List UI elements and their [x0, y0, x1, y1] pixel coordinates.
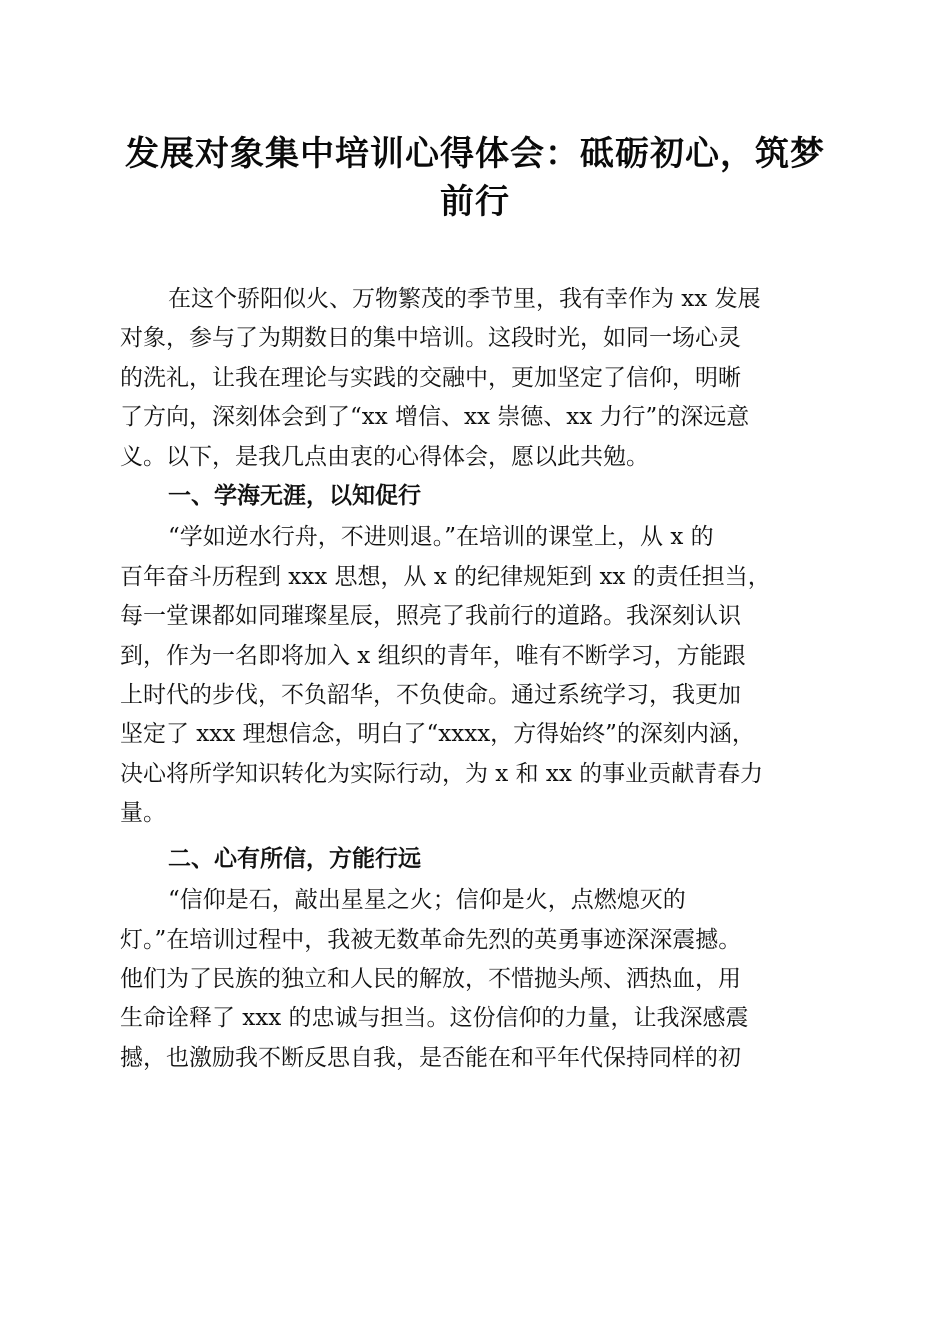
section-1-line: 决心将所学知识转化为实际行动，为 x 和 xx 的事业贡献青春力 [120, 760, 764, 787]
title-line-1: 发展对象集中培训心得体会：砥砺初心，筑梦 [125, 134, 825, 174]
section-1-line: 百年奋斗历程到 xxx 思想，从 x 的纪律规矩到 xx 的责任担当， [120, 563, 771, 590]
section-1-line: 每一堂课都如同璀璨星辰，照亮了我前行的道路。我深刻认识 [120, 603, 741, 630]
intro-line: 对象，参与了为期数日的集中培训。这段时光，如同一场心灵 [120, 325, 741, 352]
section-1-line: 上时代的步伐，不负韶华，不负使命。通过系统学习，我更加 [120, 682, 741, 709]
intro-line: 的洗礼，让我在理论与实践的交融中，更加坚定了信仰，明晰 [120, 364, 741, 391]
document-title [110, 130, 840, 226]
section-1-line: 坚定了 xxx 理想信念，明白了“xxxx，方得始终”的深刻内涵， [120, 721, 755, 748]
section-2-line: 撼，也激励我不断反思自我，是否能在和平年代保持同样的初 [120, 1044, 741, 1071]
intro-line: 在这个骄阳似火、万物繁茂的季节里，我有幸作为 xx 发展 [168, 286, 761, 312]
section-1-heading: 一、学海无涯，以知促行 [168, 483, 421, 510]
section-1-line: 到，作为一名即将加入 x 组织的青年，唯有不断学习，方能跟 [120, 642, 746, 669]
section-2-paragraph [120, 881, 832, 1078]
intro-line: 义。以下，是我几点由衷的心得体会，愿以此共勉。 [120, 443, 649, 470]
document-body [120, 280, 832, 1078]
section-1-paragraph [120, 518, 832, 833]
section-2-line: “信仰是石，敲出星星之火；信仰是火，点燃熄灭的 [168, 887, 686, 914]
intro-line: 了方向，深刻体会到了“xx 增信、xx 崇德、xx 力行”的深远意 [120, 404, 750, 431]
intro-paragraph [120, 280, 832, 477]
title-line-2: 前行 [440, 182, 510, 222]
section-2-line: 灯。”在培训过程中，我被无数革命先烈的英勇事迹深深震撼。 [120, 926, 742, 953]
section-2-heading: 二、心有所信，方能行远 [168, 845, 421, 872]
section-2-line: 生命诠释了 xxx 的忠诚与担当。这份信仰的力量，让我深感震 [120, 1005, 749, 1032]
section-1-line: 量。 [120, 800, 166, 827]
section-2-line: 他们为了民族的独立和人民的解放，不惜抛头颅、洒热血，用 [120, 965, 741, 992]
section-1-line: “学如逆水行舟，不进则退。”在培训的课堂上，从 x 的 [168, 524, 714, 551]
